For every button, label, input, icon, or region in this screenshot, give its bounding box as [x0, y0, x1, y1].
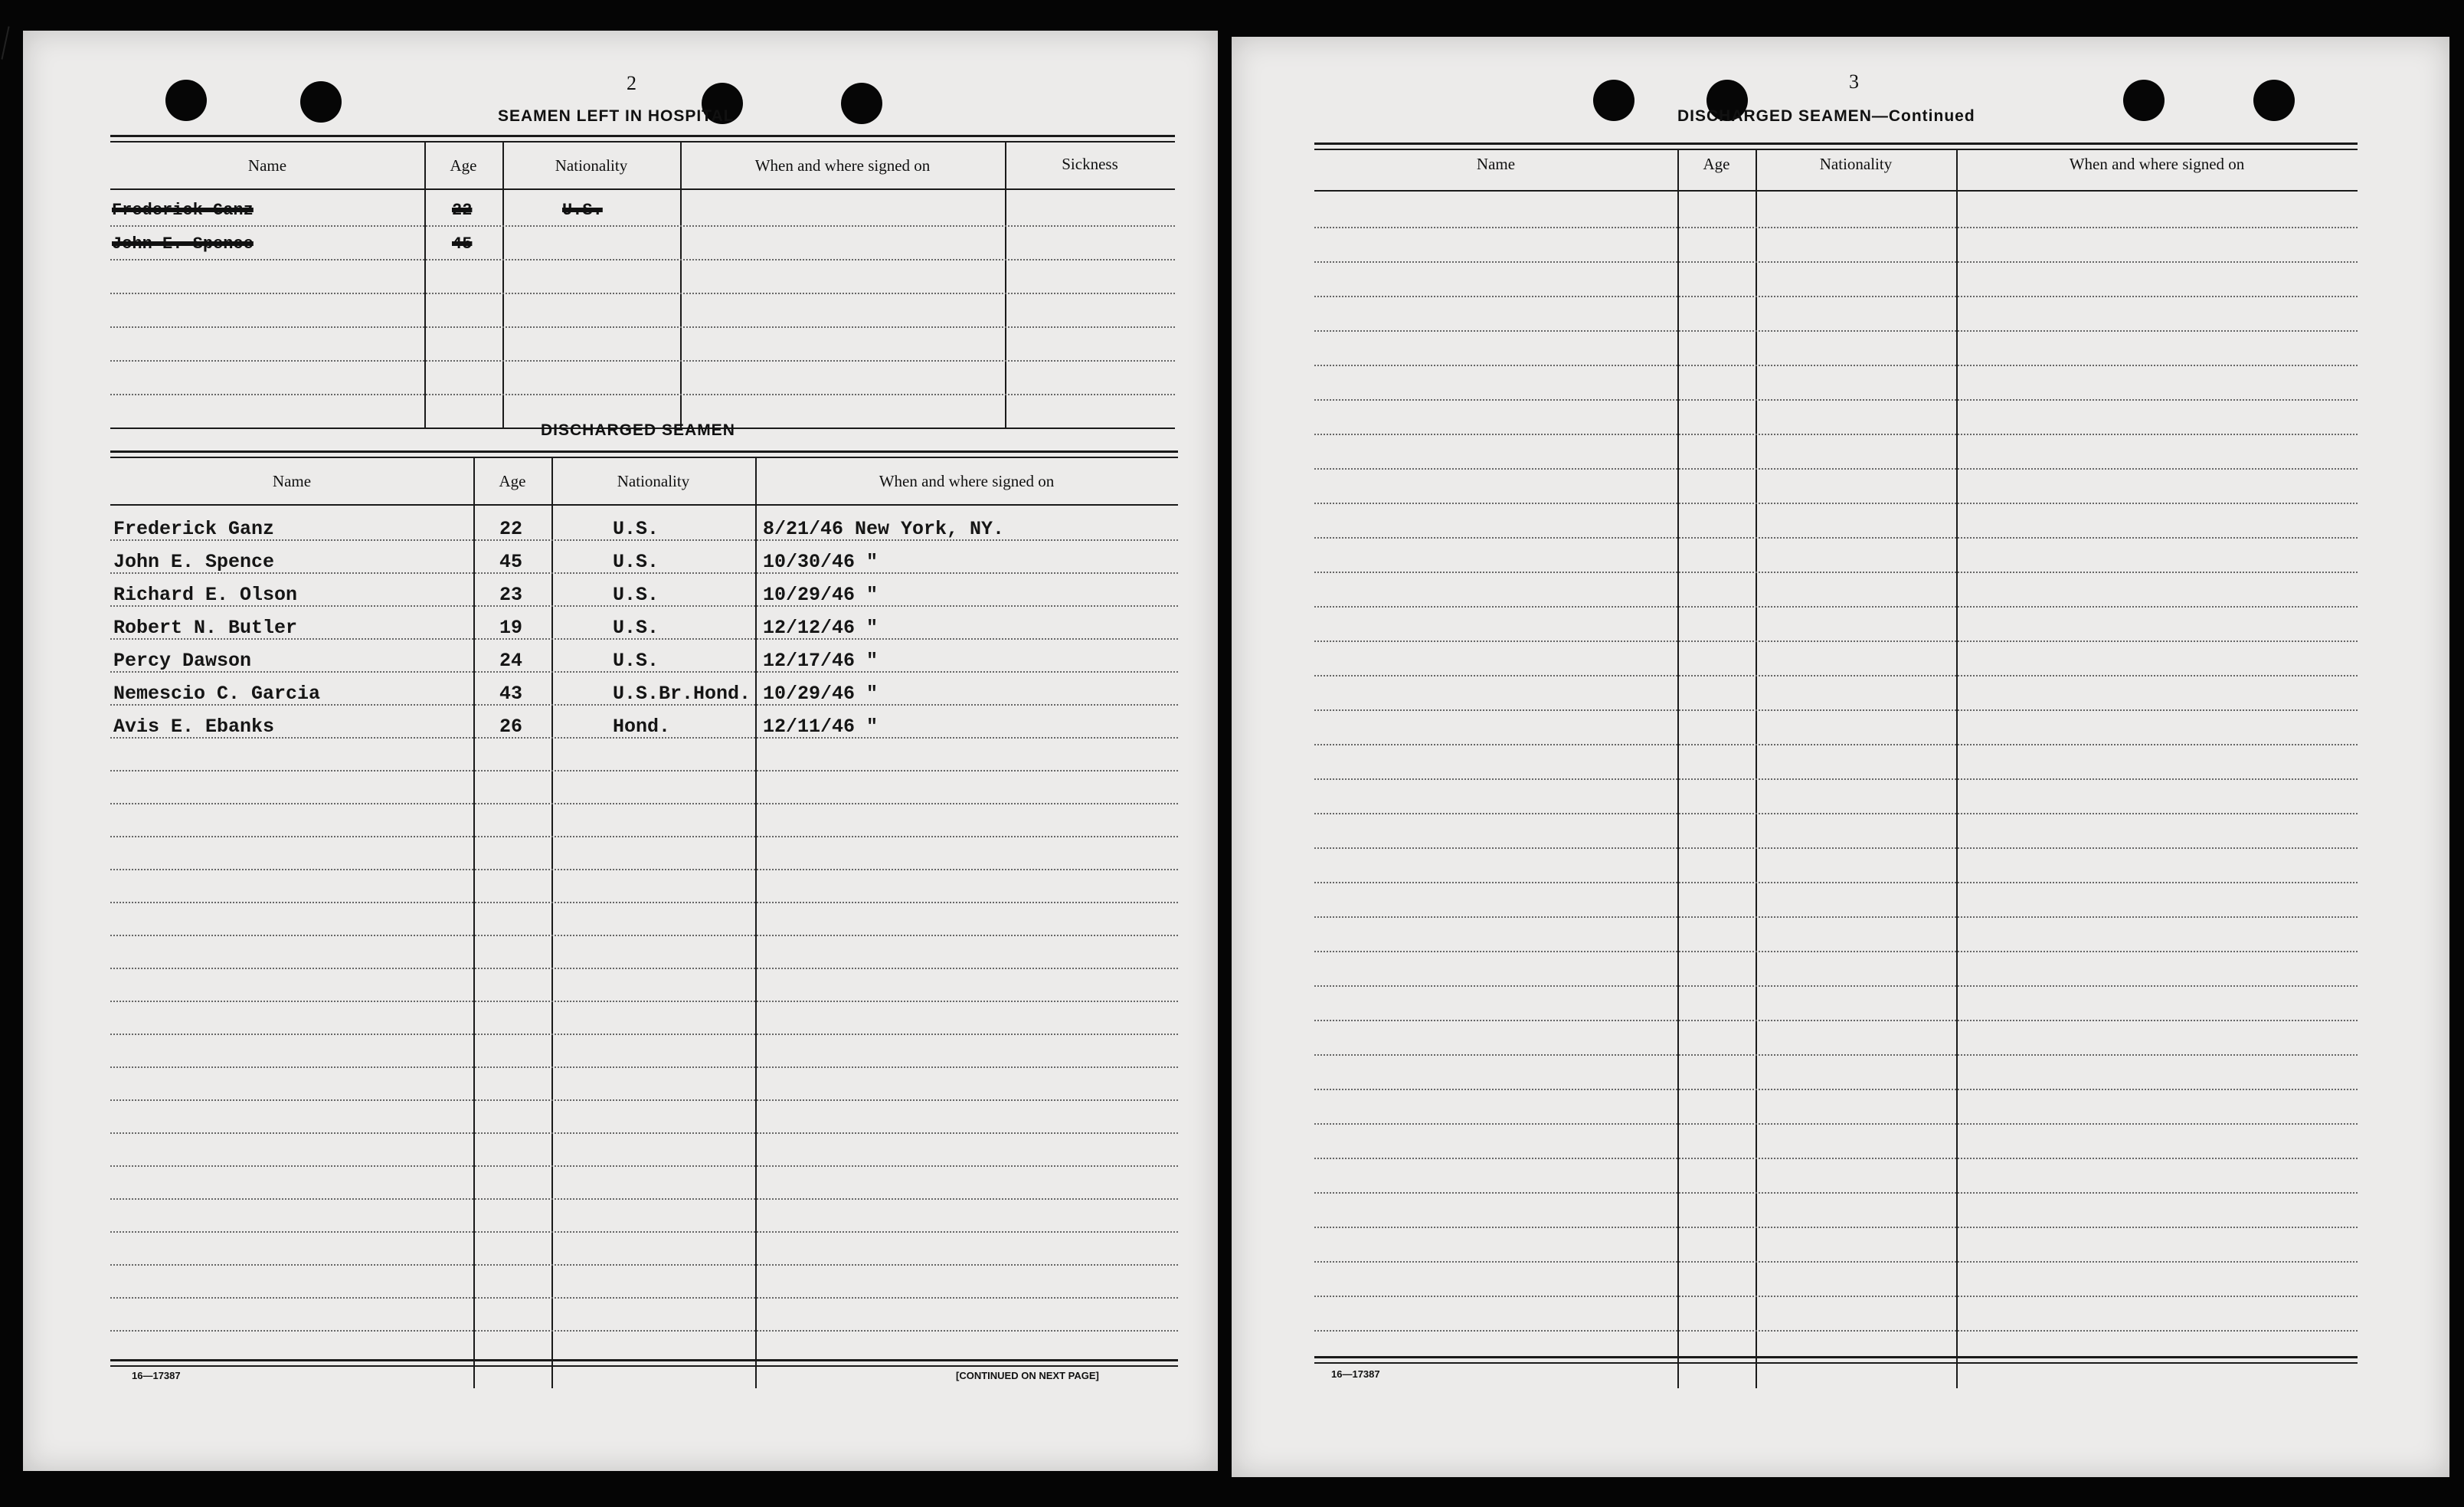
rule: [110, 1359, 1178, 1361]
rule: [110, 1365, 1178, 1367]
discharged-row-signed-on: 10/29/46 ": [763, 584, 879, 606]
hospital-row-name: John E. Spence: [112, 234, 254, 254]
ruled-line: [110, 539, 1178, 541]
rule: [1314, 143, 2358, 145]
col-header-name: Name: [272, 472, 312, 490]
discharged-row-nationality: U.S.: [613, 551, 659, 573]
discharged-row-name: Robert N. Butler: [113, 617, 298, 639]
rule: [110, 450, 1178, 453]
rule: [110, 504, 1178, 506]
punch-hole: [841, 83, 882, 124]
discharged-row-name: Avis E. Ebanks: [113, 716, 275, 738]
col-header-signed-on: When and where signed on: [879, 472, 1055, 490]
ruled-line: [1314, 951, 2358, 952]
col-header-nationality: Nationality: [1819, 155, 1893, 173]
continued-section-title: DISCHARGED SEAMEN—Continued: [1677, 107, 1975, 125]
discharged-row-nationality: U.S.Br.Hond.: [613, 683, 751, 705]
ruled-line: [110, 704, 1178, 706]
col-header-age: Age: [450, 156, 477, 175]
ruled-line: [110, 360, 1175, 362]
ruled-line: [110, 259, 1175, 260]
discharged-row-signed-on: 12/12/46 ": [763, 617, 879, 639]
ruled-line: [1314, 572, 2358, 573]
hospital-section-title: SEAMEN LEFT IN HOSPITAL: [498, 107, 735, 125]
ruled-line: [1314, 882, 2358, 883]
ruled-line: [1314, 1123, 2358, 1125]
ruled-line: [1314, 916, 2358, 918]
continued-note: [CONTINUED ON NEXT PAGE]: [956, 1370, 1099, 1381]
ruled-line: [1314, 1089, 2358, 1090]
col-header-nationality: Nationality: [617, 472, 690, 490]
column-divider: [1005, 143, 1006, 429]
hospital-row-name: Frederick Ganz: [112, 201, 254, 220]
ruled-line: [110, 1264, 1178, 1266]
ruled-line: [110, 394, 1175, 395]
punch-hole: [2123, 80, 2165, 121]
discharged-row-age: 22: [499, 518, 523, 540]
ruled-line: [1314, 537, 2358, 539]
ruled-line: [110, 1297, 1178, 1299]
ruled-line: [110, 803, 1178, 804]
column-divider: [473, 458, 475, 1388]
col-header-signed-on: When and where signed on: [2069, 155, 2245, 173]
discharged-row-age: 43: [499, 683, 523, 705]
ruled-line: [110, 1165, 1178, 1167]
ruled-line: [1314, 468, 2358, 470]
punch-hole: [165, 80, 207, 121]
discharged-row-signed-on: 12/17/46 ": [763, 650, 879, 672]
ruled-line: [110, 1198, 1178, 1200]
right-page: [1232, 37, 2449, 1477]
ruled-line: [1314, 434, 2358, 435]
punch-hole: [1593, 80, 1634, 121]
ruled-line: [110, 1001, 1178, 1002]
discharged-row-nationality: U.S.: [613, 650, 659, 672]
left-page: [23, 31, 1218, 1471]
col-header-age: Age: [499, 472, 526, 490]
punch-hole: [2253, 80, 2295, 121]
rule: [1314, 149, 2358, 150]
page-number: 2: [627, 72, 636, 94]
ruled-line: [110, 671, 1178, 673]
ruled-line: [110, 1231, 1178, 1233]
discharged-row-nationality: U.S.: [613, 584, 659, 606]
ruled-line: [1314, 296, 2358, 297]
rule: [110, 188, 1175, 190]
ruled-line: [110, 1330, 1178, 1332]
ruled-line: [1314, 813, 2358, 814]
ruled-line: [110, 902, 1178, 903]
hospital-row-nationality: U.S.: [562, 201, 603, 220]
ruled-line: [110, 293, 1175, 294]
ruled-line: [1314, 1054, 2358, 1056]
discharged-row-age: 26: [499, 716, 523, 738]
discharged-row-signed-on: 8/21/46 New York, NY.: [763, 518, 1005, 540]
discharged-row-signed-on: 10/29/46 ": [763, 683, 879, 705]
ruled-line: [1314, 709, 2358, 711]
ruled-line: [110, 1099, 1178, 1101]
column-divider: [502, 143, 504, 429]
rule: [110, 135, 1175, 137]
ruled-line: [1314, 1261, 2358, 1263]
ruled-line: [1314, 675, 2358, 677]
page-number: 3: [1849, 70, 1859, 93]
ruled-line: [110, 1034, 1178, 1035]
form-number: 16—17387: [1331, 1368, 1380, 1380]
column-divider: [1756, 150, 1757, 1388]
hospital-row-age: 22: [452, 201, 473, 220]
ruled-line: [110, 737, 1178, 739]
ruled-line: [1314, 1192, 2358, 1194]
ruled-line: [110, 1066, 1178, 1068]
column-divider: [1956, 150, 1958, 1388]
ruled-line: [1314, 1227, 2358, 1228]
ruled-line: [110, 869, 1178, 870]
ruled-line: [1314, 744, 2358, 745]
ruled-line: [1314, 1158, 2358, 1159]
discharged-row-name: Richard E. Olson: [113, 584, 298, 606]
ruled-line: [110, 605, 1178, 607]
ruled-line: [1314, 1296, 2358, 1297]
ruled-line: [1314, 227, 2358, 228]
col-header-age: Age: [1703, 155, 1730, 173]
column-divider: [755, 458, 757, 1388]
col-header-name: Name: [247, 156, 287, 175]
form-number: 16—17387: [132, 1370, 181, 1381]
corner-pen-mark: [1, 26, 9, 59]
discharged-row-signed-on: 10/30/46 ": [763, 551, 879, 573]
discharged-row-name: Frederick Ganz: [113, 518, 275, 540]
column-divider: [551, 458, 553, 1388]
ruled-line: [110, 326, 1175, 328]
ruled-line: [110, 935, 1178, 936]
ruled-line: [1314, 985, 2358, 987]
discharged-section-title: DISCHARGED SEAMEN: [541, 421, 735, 439]
ruled-line: [1314, 330, 2358, 332]
col-header-nationality: Nationality: [555, 156, 628, 175]
ruled-line: [1314, 606, 2358, 608]
discharged-row-name: Percy Dawson: [113, 650, 252, 672]
col-header-name: Name: [1476, 155, 1516, 173]
ruled-line: [1314, 778, 2358, 780]
rule: [1314, 1362, 2358, 1364]
column-divider: [424, 143, 426, 429]
ruled-line: [110, 638, 1178, 640]
ruled-line: [1314, 503, 2358, 504]
ruled-line: [110, 225, 1175, 227]
punch-hole: [300, 81, 342, 123]
rule: [110, 141, 1175, 143]
ruled-line: [110, 1132, 1178, 1134]
ruled-line: [110, 770, 1178, 772]
ruled-line: [110, 968, 1178, 969]
ruled-line: [1314, 399, 2358, 401]
ruled-line: [110, 572, 1178, 574]
rule: [1314, 1356, 2358, 1358]
column-divider: [1677, 150, 1679, 1388]
discharged-row-age: 23: [499, 584, 523, 606]
hospital-row-age: 45: [452, 234, 473, 254]
col-header-signed-on: When and where signed on: [754, 156, 931, 175]
discharged-row-age: 24: [499, 650, 523, 672]
discharged-row-age: 19: [499, 617, 523, 639]
ruled-line: [110, 836, 1178, 837]
discharged-row-nationality: Hond.: [613, 716, 671, 738]
discharged-row-signed-on: 12/11/46 ": [763, 716, 879, 738]
discharged-row-name: John E. Spence: [113, 551, 275, 573]
discharged-row-nationality: U.S.: [613, 518, 659, 540]
discharged-row-name: Nemescio C. Garcia: [113, 683, 321, 705]
ruled-line: [1314, 1020, 2358, 1021]
rule: [1314, 190, 2358, 192]
col-header-sickness: Sickness: [1062, 155, 1118, 173]
discharged-row-age: 45: [499, 551, 523, 573]
ruled-line: [1314, 365, 2358, 366]
ruled-line: [1314, 847, 2358, 849]
rule: [110, 457, 1178, 458]
ruled-line: [1314, 1330, 2358, 1332]
ruled-line: [1314, 261, 2358, 263]
discharged-row-nationality: U.S.: [613, 617, 659, 639]
column-divider: [680, 143, 682, 429]
ruled-line: [1314, 640, 2358, 642]
